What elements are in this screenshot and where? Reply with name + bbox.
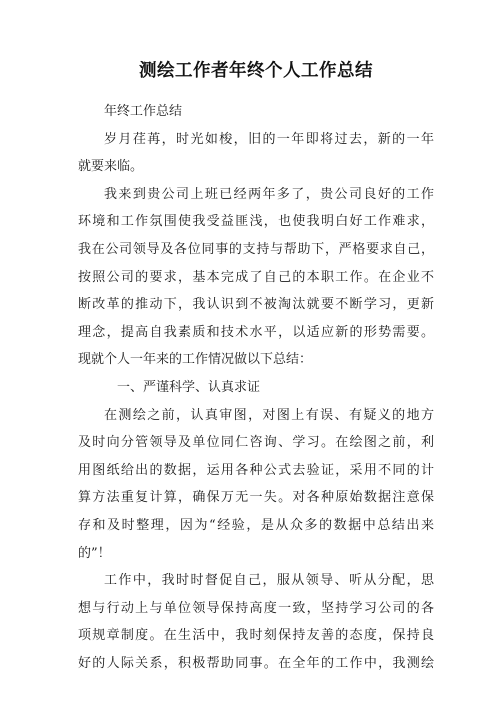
text-line: 年终工作总结 [104,104,183,119]
text-line: 现就个人一年来的工作情况做以下总结： [78,352,313,368]
document-title: 测绘工作者年终个人工作总结 [139,61,373,81]
text-line: 的”！ [78,545,111,561]
text-line: 就要来临。 [78,159,144,175]
text-line: 及时向分管领导及单位同仁咨询、学习。在绘图之前，利 [78,435,434,451]
text-line: 用图纸给出的数据，运用各种公式去验证，采用不同的计 [78,462,434,478]
text-line: 好的人际关系，积极帮助同事。在全年的工作中，我测绘 [78,655,434,671]
text-line: 在测绘之前，认真审图，对图上有误、有疑义的地方 [104,407,434,423]
paragraph-rigor [78,402,434,568]
text-line: 想与行动上与单位领导保持高度一致，坚持学习公司的各 [78,600,434,616]
text-line: 按照公司的要求，基本完成了自己的本职工作。在企业不 [78,269,434,285]
text-line: 环境和工作氛围使我受益匪浅，也使我明白好工作难求， [78,214,434,230]
paragraph-intro-label [78,98,434,126]
text-line: 工作中，我时时督促自己，服从领导、听从分配，思 [104,573,434,589]
paragraph-opening [78,126,434,181]
text-line: 存和及时整理，因为“经验，是从众多的数据中总结出来 [78,517,434,533]
paragraph-background [78,181,434,374]
text-line: 岁月荏苒，时光如梭，旧的一年即将过去，新的一年 [104,131,434,147]
paragraph-work-attitude [78,567,434,677]
section-heading: 一、严谨科学、认真求证 [117,379,261,395]
text-line: 我在公司领导及各位同事的支持与帮助下，严格要求自己， [78,241,434,257]
text-line: 项规章制度。在生活中，我时刻保持友善的态度，保持良 [78,628,434,644]
text-line: 算方法重复计算，确保万无一失。对各种原始数据注意保 [78,490,434,506]
text-line: 我来到贵公司上班已经两年多了，贵公司良好的工作 [104,186,434,202]
text-line: 理念，提高自我素质和技术水平，以适应新的形势需要。 [78,324,434,340]
text-line: 断改革的推动下，我认识到不被淘汰就要不断学习，更新 [78,297,434,313]
